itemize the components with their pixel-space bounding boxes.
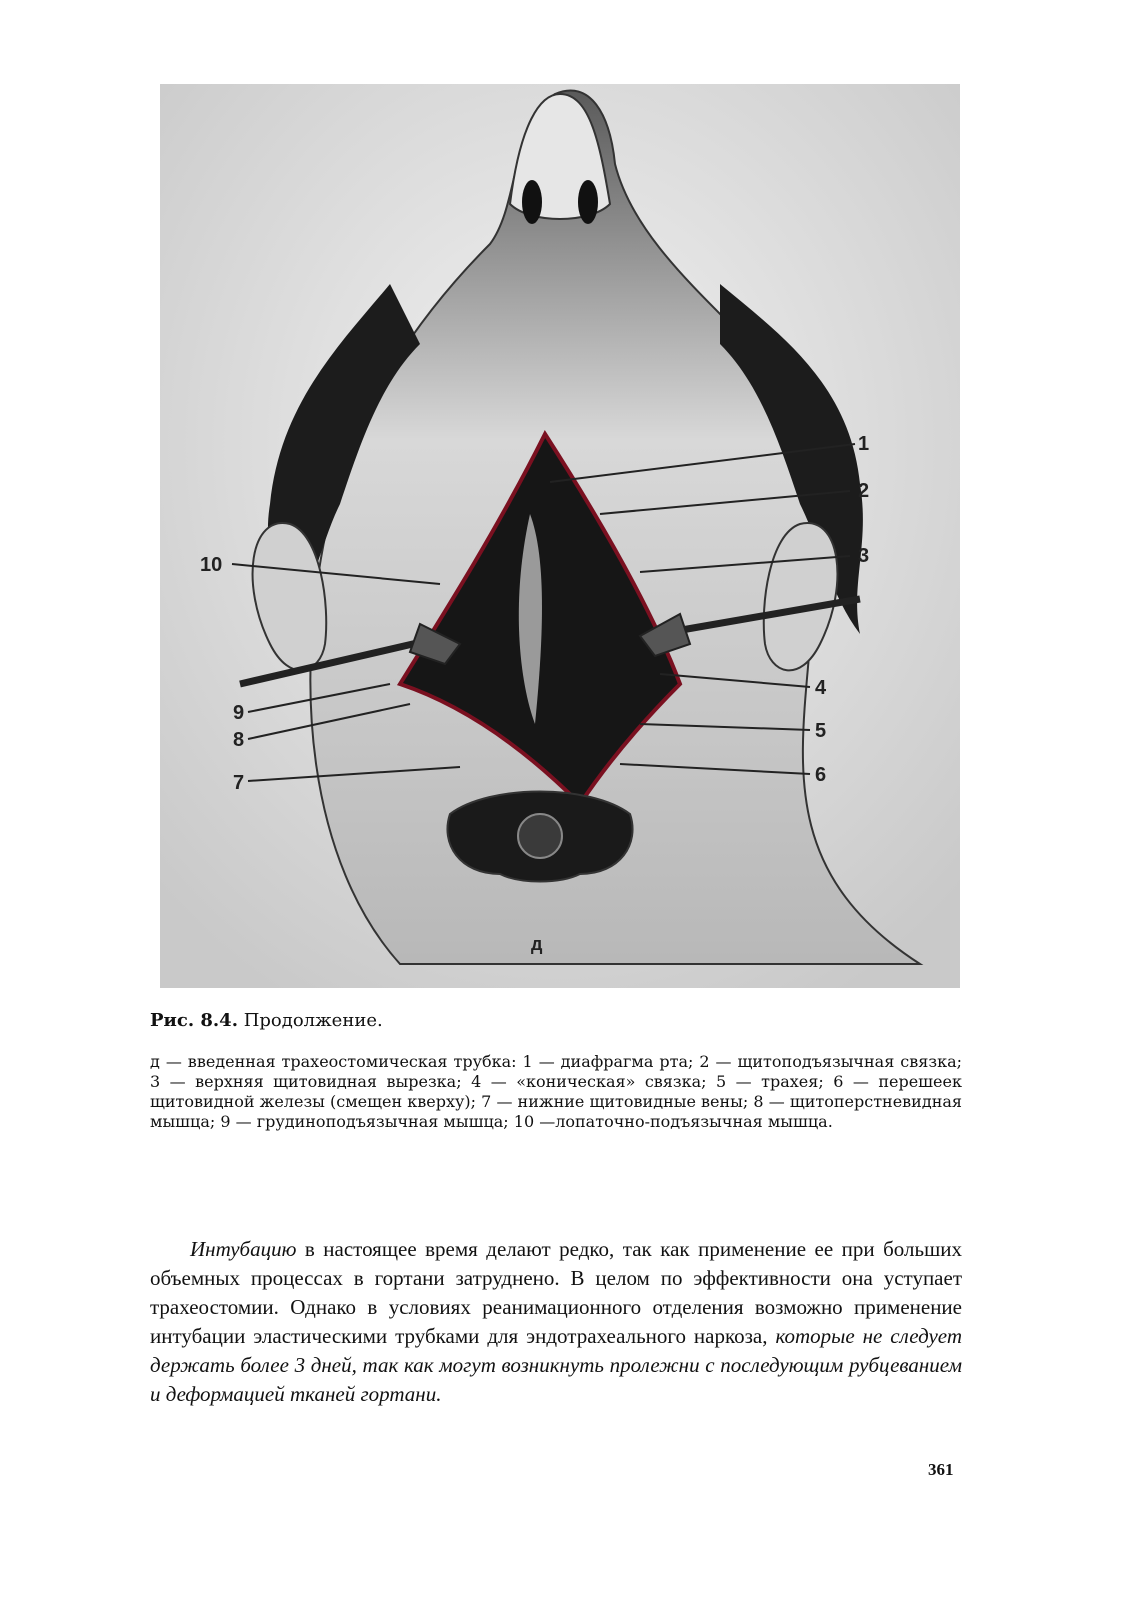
page-number: 361 [928, 1460, 954, 1479]
figure-legend: д — введенная трахеостомическая трубка: 1 — диафрагма рта; 2 — щитоподъязычная связка; 3 — верхняя щитовидная вырезка; 4 — «коническая» связка; 5 — трахея; 6 — перешеек щитовидной железы (смещен кверху); 7 — нижние щитовидные вены; 8 — щитоперстневидная мышца; 9 — грудиноподъязычная мышца; 10 —лопаточно-подъязычная мышца. [150, 1052, 962, 1131]
figure-title: Продолжение. [243, 1010, 383, 1031]
figure-number: Рис. 8.4. [150, 1010, 238, 1031]
callout-10: 10 [200, 554, 223, 576]
paragraph-main: в настоящее время делают редко, так как применение ее при больших объемных процессах в гортани затруднено. В целом по эффективности она уступает трахеостомии. Однако в условиях реанимационного отделения возможно применение интубации эластическими трубками для эндотрахеального наркоза, [150, 1237, 962, 1348]
callout-9: 9 [233, 702, 245, 724]
figure-caption-title [150, 1010, 383, 1031]
callout-1: 1 [858, 433, 870, 455]
body-paragraph [150, 1235, 962, 1409]
callout-4: 4 [815, 677, 827, 699]
callout-6: 6 [815, 764, 827, 786]
callout-8: 8 [233, 729, 245, 751]
callout-3: 3 [858, 545, 870, 567]
callout-2: 2 [858, 480, 870, 502]
panel-letter: д [531, 934, 543, 954]
callout-7: 7 [233, 772, 245, 794]
italic-lead: Интубацию [190, 1237, 297, 1261]
anatomical-illustration [160, 84, 960, 988]
callout-5: 5 [815, 720, 827, 742]
italic-tail: которые не следует держать более 3 дней, так как могут возникнуть пролежни с последующим рубцеванием и деформацией тканей гортани. [150, 1324, 962, 1406]
